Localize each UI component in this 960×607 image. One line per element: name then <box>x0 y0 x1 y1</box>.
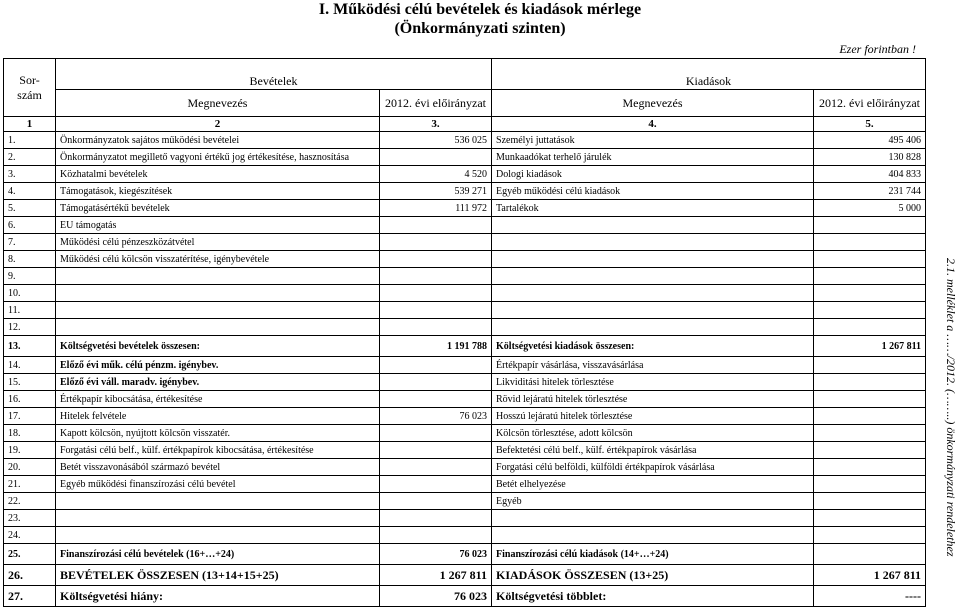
row-number: 20. <box>4 459 56 476</box>
revenue-value <box>380 510 492 527</box>
table-row <box>4 336 926 357</box>
expense-value <box>814 319 926 336</box>
expense-value <box>814 544 926 565</box>
table-row <box>4 544 926 565</box>
revenue-name: Költségvetési hiány: <box>56 586 380 607</box>
row-number: 12. <box>4 319 56 336</box>
revenue-name: BEVÉTELEK ÖSSZESEN (13+14+15+25) <box>56 565 380 586</box>
expense-name: Egyéb működési célú kiadások <box>492 183 814 200</box>
balance-table <box>3 58 926 607</box>
row-number: 7. <box>4 234 56 251</box>
revenue-name <box>56 510 380 527</box>
table-row <box>4 132 926 149</box>
expense-name: Hosszú lejáratú hitelek törlesztése <box>492 408 814 425</box>
expense-value <box>814 476 926 493</box>
revenue-value <box>380 251 492 268</box>
expense-value: 404 833 <box>814 166 926 183</box>
row-number: 5. <box>4 200 56 217</box>
row-number: 6. <box>4 217 56 234</box>
table-row <box>4 217 926 234</box>
revenue-name: Támogatások, kiegészítések <box>56 183 380 200</box>
revenue-name <box>56 527 380 544</box>
revenue-name <box>56 302 380 319</box>
table-row <box>4 476 926 493</box>
revenue-name: Forgatási célú belf., külf. értékpapírok kibocsátása, értékesítése <box>56 442 380 459</box>
revenue-name: Értékpapír kibocsátása, értékesítése <box>56 391 380 408</box>
bevetelek-header: Bevételek <box>56 59 492 90</box>
expense-name: Munkaadókat terhelő járulék <box>492 149 814 166</box>
expense-value <box>814 408 926 425</box>
table-row <box>4 527 926 544</box>
expense-name: Költségvetési kiadások összesen: <box>492 336 814 357</box>
page-subtitle: (Önkormányzati szinten) <box>394 20 566 37</box>
table-row <box>4 374 926 391</box>
revenue-value <box>380 234 492 251</box>
table-row <box>4 302 926 319</box>
expense-value: 1 267 811 <box>814 565 926 586</box>
kiadasok-header: Kiadások <box>492 59 926 90</box>
revenue-name: Támogatásértékű bevételek <box>56 200 380 217</box>
expense-name <box>492 268 814 285</box>
rev-name-header: Megnevezés <box>56 90 380 117</box>
row-number: 1. <box>4 132 56 149</box>
revenue-name: Előző évi műk. célú pénzm. igénybev. <box>56 357 380 374</box>
table-row <box>4 391 926 408</box>
row-number: 3. <box>4 166 56 183</box>
expense-name: Értékpapír vásárlása, visszavásárlása <box>492 357 814 374</box>
row-number: 10. <box>4 285 56 302</box>
row-number: 15. <box>4 374 56 391</box>
table-row <box>4 442 926 459</box>
page-title: I. Működési célú bevételek és kiadások mérlege <box>318 1 642 18</box>
table-row <box>4 565 926 586</box>
expense-value <box>814 459 926 476</box>
table-row <box>4 408 926 425</box>
rev-value-header: 2012. évi előirányzat <box>380 90 492 117</box>
col-number: 1 <box>4 117 56 132</box>
row-number: 26. <box>4 565 56 586</box>
revenue-name: EU támogatás <box>56 217 380 234</box>
revenue-name: Működési célú kölcsön visszatérítése, igénybevétele <box>56 251 380 268</box>
expense-value <box>814 391 926 408</box>
row-number: 4. <box>4 183 56 200</box>
row-number: 14. <box>4 357 56 374</box>
revenue-value: 76 023 <box>380 408 492 425</box>
expense-name: Betét elhelyezése <box>492 476 814 493</box>
expense-name: Kölcsön törlesztése, adott kölcsön <box>492 425 814 442</box>
revenue-value <box>380 149 492 166</box>
expense-value <box>814 217 926 234</box>
revenue-value: 76 023 <box>380 586 492 607</box>
expense-value <box>814 374 926 391</box>
expense-value <box>814 442 926 459</box>
expense-value: 231 744 <box>814 183 926 200</box>
revenue-value: 76 023 <box>380 544 492 565</box>
table-row <box>4 149 926 166</box>
revenue-name: Kapott kölcsön, nyújtott kölcsön visszatér. <box>56 425 380 442</box>
row-number: 2. <box>4 149 56 166</box>
expense-value <box>814 302 926 319</box>
expense-name: Befektetési célú belf., külf. értékpapírok vásárlása <box>492 442 814 459</box>
expense-name: Dologi kiadások <box>492 166 814 183</box>
expense-value <box>814 493 926 510</box>
expense-name: Likviditási hitelek törlesztése <box>492 374 814 391</box>
expense-value: ---- <box>814 586 926 607</box>
col-number: 5. <box>814 117 926 132</box>
table-row <box>4 166 926 183</box>
revenue-name <box>56 285 380 302</box>
table-row <box>4 493 926 510</box>
revenue-name: Egyéb működési finanszírozási célú bevétel <box>56 476 380 493</box>
expense-value <box>814 251 926 268</box>
revenue-value <box>380 285 492 302</box>
revenue-name: Előző évi váll. maradv. igénybev. <box>56 374 380 391</box>
revenue-value: 111 972 <box>380 200 492 217</box>
row-number: 11. <box>4 302 56 319</box>
header-row-1 <box>4 59 926 90</box>
row-number: 22. <box>4 493 56 510</box>
table-row <box>4 586 926 607</box>
expense-value: 130 828 <box>814 149 926 166</box>
revenue-name <box>56 319 380 336</box>
side-note: 2.1. melléklet a ……/2012. (……..) önkormányzati rendelethez <box>944 258 958 557</box>
expense-name: Rövid lejáratú hitelek törlesztése <box>492 391 814 408</box>
revenue-value: 536 025 <box>380 132 492 149</box>
col-number: 4. <box>492 117 814 132</box>
row-number: 17. <box>4 408 56 425</box>
expense-name <box>492 302 814 319</box>
col-number: 2 <box>56 117 380 132</box>
expense-name <box>492 234 814 251</box>
revenue-value: 4 520 <box>380 166 492 183</box>
revenue-value <box>380 476 492 493</box>
revenue-name: Költségvetési bevételek összesen: <box>56 336 380 357</box>
expense-name: KIADÁSOK ÖSSZESEN (13+25) <box>492 565 814 586</box>
expense-value: 495 406 <box>814 132 926 149</box>
revenue-name: Közhatalmi bevételek <box>56 166 380 183</box>
revenue-name: Betét visszavonásából származó bevétel <box>56 459 380 476</box>
exp-value-header: 2012. évi előirányzat <box>814 90 926 117</box>
expense-name <box>492 510 814 527</box>
revenue-name: Önkormányzatot megillető vagyoni értékű jog értékesítése, hasznosítása <box>56 149 380 166</box>
row-number: 8. <box>4 251 56 268</box>
row-number: 27. <box>4 586 56 607</box>
expense-value: 1 267 811 <box>814 336 926 357</box>
revenue-name: Hitelek felvétele <box>56 408 380 425</box>
expense-name: Forgatási célú belföldi, külföldi értékpapírok vásárlása <box>492 459 814 476</box>
row-number: 18. <box>4 425 56 442</box>
table-row <box>4 200 926 217</box>
revenue-value <box>380 268 492 285</box>
row-number: 19. <box>4 442 56 459</box>
row-number: 25. <box>4 544 56 565</box>
revenue-value <box>380 319 492 336</box>
table-row <box>4 425 926 442</box>
table-row <box>4 234 926 251</box>
table-row <box>4 251 926 268</box>
revenue-name <box>56 493 380 510</box>
expense-name: Tartalékok <box>492 200 814 217</box>
expense-value: 5 000 <box>814 200 926 217</box>
row-number: 16. <box>4 391 56 408</box>
revenue-value <box>380 527 492 544</box>
expense-name: Finanszírozási célú kiadások (14+…+24) <box>492 544 814 565</box>
row-number: 24. <box>4 527 56 544</box>
expense-value <box>814 510 926 527</box>
expense-value <box>814 268 926 285</box>
expense-name: Személyi juttatások <box>492 132 814 149</box>
revenue-value <box>380 217 492 234</box>
expense-name <box>492 217 814 234</box>
revenue-value: 539 271 <box>380 183 492 200</box>
sorszam-header: Sor-szám <box>4 59 56 117</box>
expense-value <box>814 527 926 544</box>
expense-name <box>492 251 814 268</box>
expense-name <box>492 527 814 544</box>
header-row-2 <box>4 90 926 117</box>
revenue-value <box>380 442 492 459</box>
table-row <box>4 357 926 374</box>
expense-value <box>814 425 926 442</box>
revenue-name: Finanszírozási célú bevételek (16+…+24) <box>56 544 380 565</box>
row-number: 23. <box>4 510 56 527</box>
revenue-value <box>380 357 492 374</box>
table-row <box>4 285 926 302</box>
revenue-name: Önkormányzatok sajátos működési bevételei <box>56 132 380 149</box>
exp-name-header: Megnevezés <box>492 90 814 117</box>
table-row <box>4 183 926 200</box>
expense-value <box>814 234 926 251</box>
row-number: 21. <box>4 476 56 493</box>
revenue-value <box>380 493 492 510</box>
expense-name <box>492 285 814 302</box>
revenue-value <box>380 391 492 408</box>
revenue-name <box>56 268 380 285</box>
expense-name: Egyéb <box>492 493 814 510</box>
expense-value <box>814 285 926 302</box>
revenue-value <box>380 374 492 391</box>
table-row <box>4 510 926 527</box>
expense-name: Költségvetési többlet: <box>492 586 814 607</box>
revenue-value <box>380 302 492 319</box>
unit-label: Ezer forintban ! <box>839 42 916 56</box>
revenue-value <box>380 459 492 476</box>
revenue-name: Működési célú pénzeszközátvétel <box>56 234 380 251</box>
table-row <box>4 459 926 476</box>
row-number: 13. <box>4 336 56 357</box>
revenue-value: 1 191 788 <box>380 336 492 357</box>
expense-value <box>814 357 926 374</box>
col-number: 3. <box>380 117 492 132</box>
row-number: 9. <box>4 268 56 285</box>
revenue-value: 1 267 811 <box>380 565 492 586</box>
table-row <box>4 319 926 336</box>
expense-name <box>492 319 814 336</box>
column-number-row <box>4 117 926 132</box>
revenue-value <box>380 425 492 442</box>
table-row <box>4 268 926 285</box>
